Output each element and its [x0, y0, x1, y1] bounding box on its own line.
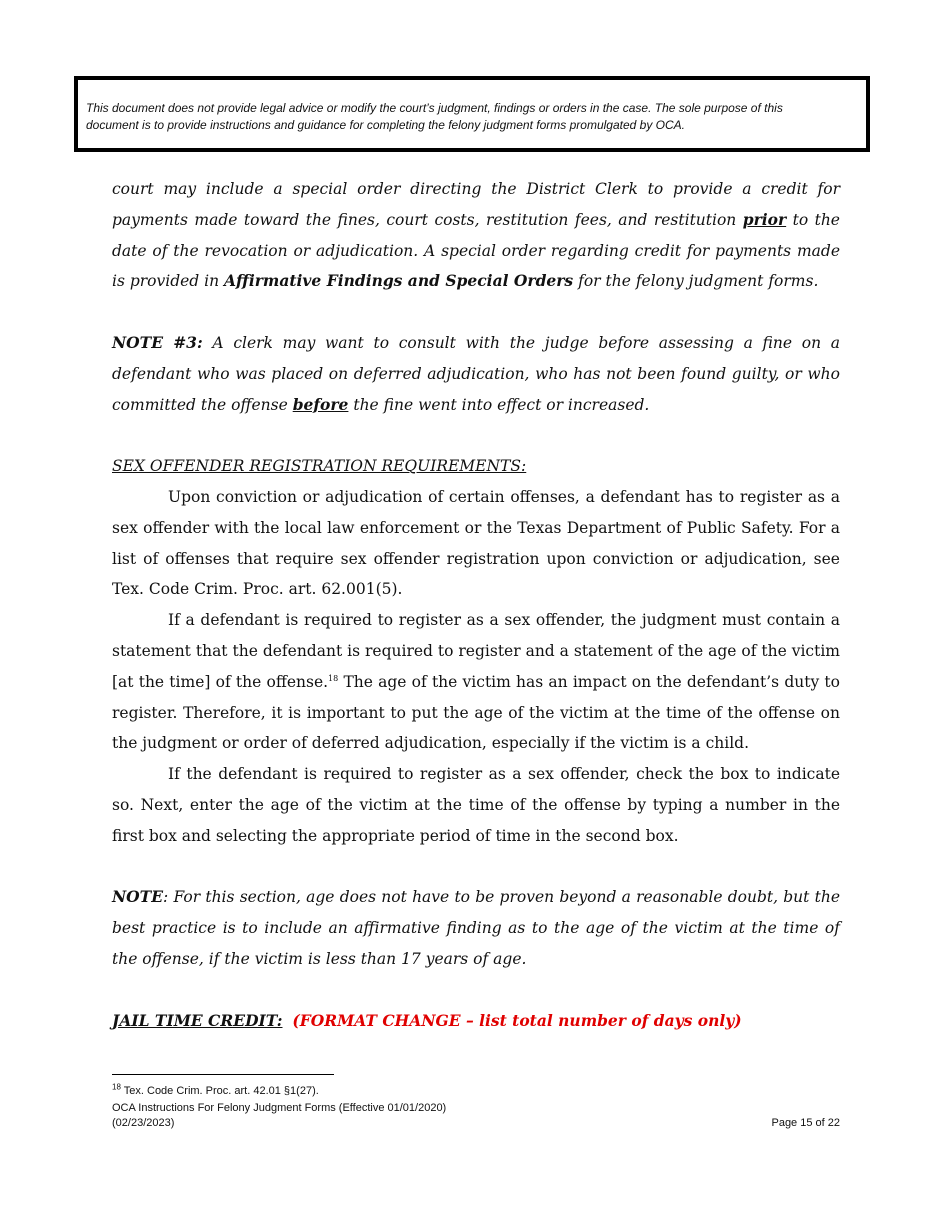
sex-offender-p3: If the defendant is required to register as a sex offender, check the box to indicate so. Next, enter the age of the victim at the time of the offense by typing a number in the first box and selecting the appropriate period of time in the second box. [112, 765, 840, 845]
sex-offender-p2-a: If a defendant is required to register as a sex offender, the judgment must contain a statement that the defendant is required to register and a statement of the age of the victim [at the time] of the offense. [112, 611, 840, 691]
footnote-text: Tex. Code Crim. Proc. art. 42.01 §1(27). [120, 1085, 319, 1097]
footnote-number: 18 [112, 1082, 121, 1092]
note-text: : For this section, age does not have to be proven beyond a reasonable doubt, but the best practice is to include an affirmative finding as to the age of the victim at the time of the offense, if the victim is less than 17 years of age. [112, 888, 840, 968]
format-change-note: (FORMAT CHANGE – list total number of days only) [292, 1010, 742, 1030]
note-label: NOTE [112, 887, 164, 907]
disclaimer-line-2: document is to provide instructions and guidance for completing the felony judgment forms promulgated by OCA. [86, 118, 685, 132]
disclaimer-line-1: This document does not provide legal advice or modify the court’s judgment, findings or orders in the case. The sole purpose of this [86, 101, 783, 115]
note3-paragraph [112, 328, 840, 420]
sex-offender-p2 [112, 605, 840, 759]
jail-credit-heading [112, 1006, 840, 1037]
document-body [112, 174, 840, 1036]
disclaimer-box [74, 76, 870, 152]
footer-date: (02/23/2023) [112, 1117, 175, 1129]
note3-text-b: the fine went into effect or increased. [348, 395, 650, 414]
note-paragraph [112, 882, 840, 974]
footnote [112, 1084, 840, 1099]
page-footer [112, 1101, 840, 1131]
footnote-ref[interactable]: 18 [328, 673, 339, 683]
credit-paragraph [112, 174, 840, 297]
jail-credit-heading-text: JAIL TIME CREDIT: [112, 1010, 283, 1030]
note3-text-a: A clerk may want to consult with the judge before assessing a fine on a defendant who was placed on deferred adjudication, who has not been found guilty, or who committed the offense [112, 333, 840, 414]
note3-emph-before: before [292, 394, 349, 414]
sex-offender-heading-text: SEX OFFENDER REGISTRATION REQUIREMENTS: [112, 457, 527, 476]
footer-title: OCA Instructions For Felony Judgment Forms (Effective 01/01/2020) [112, 1102, 447, 1114]
credit-emph-prior: prior [742, 209, 787, 229]
credit-text-a: court may include a special order directing the District Clerk to provide a credit for payments made toward the fines, court costs, restitution fees, and restitution [112, 180, 840, 229]
footnote-divider [112, 1074, 334, 1075]
credit-text-b: to the date of the revocation or adjudication. A special order regarding credit for payments made is provided in [112, 210, 840, 291]
page-number: Page 15 of 22 [771, 1117, 840, 1129]
sex-offender-p1: Upon conviction or adjudication of certain offenses, a defendant has to register as a sex offender with the local law enforcement or the Texas Department of Public Safety. For a list of offenses that require sex offender registration upon conviction or adjudication, see Tex. Code Crim. Proc. art. 62.001(5). [112, 487, 840, 599]
note3-label: NOTE #3: [112, 332, 203, 352]
credit-text-c: for the felony judgment forms. [573, 272, 819, 291]
sex-offender-p2-b: The age of the victim has an impact on the defendant’s duty to register. Therefore, it is important to put the age of the victim at the time of the offense on the judgment or order of deferred adjudication, especially if the victim is a child. [112, 672, 840, 753]
credit-bold-reference: Affirmative Findings and Special Orders [224, 271, 574, 291]
sex-offender-heading [112, 451, 840, 482]
